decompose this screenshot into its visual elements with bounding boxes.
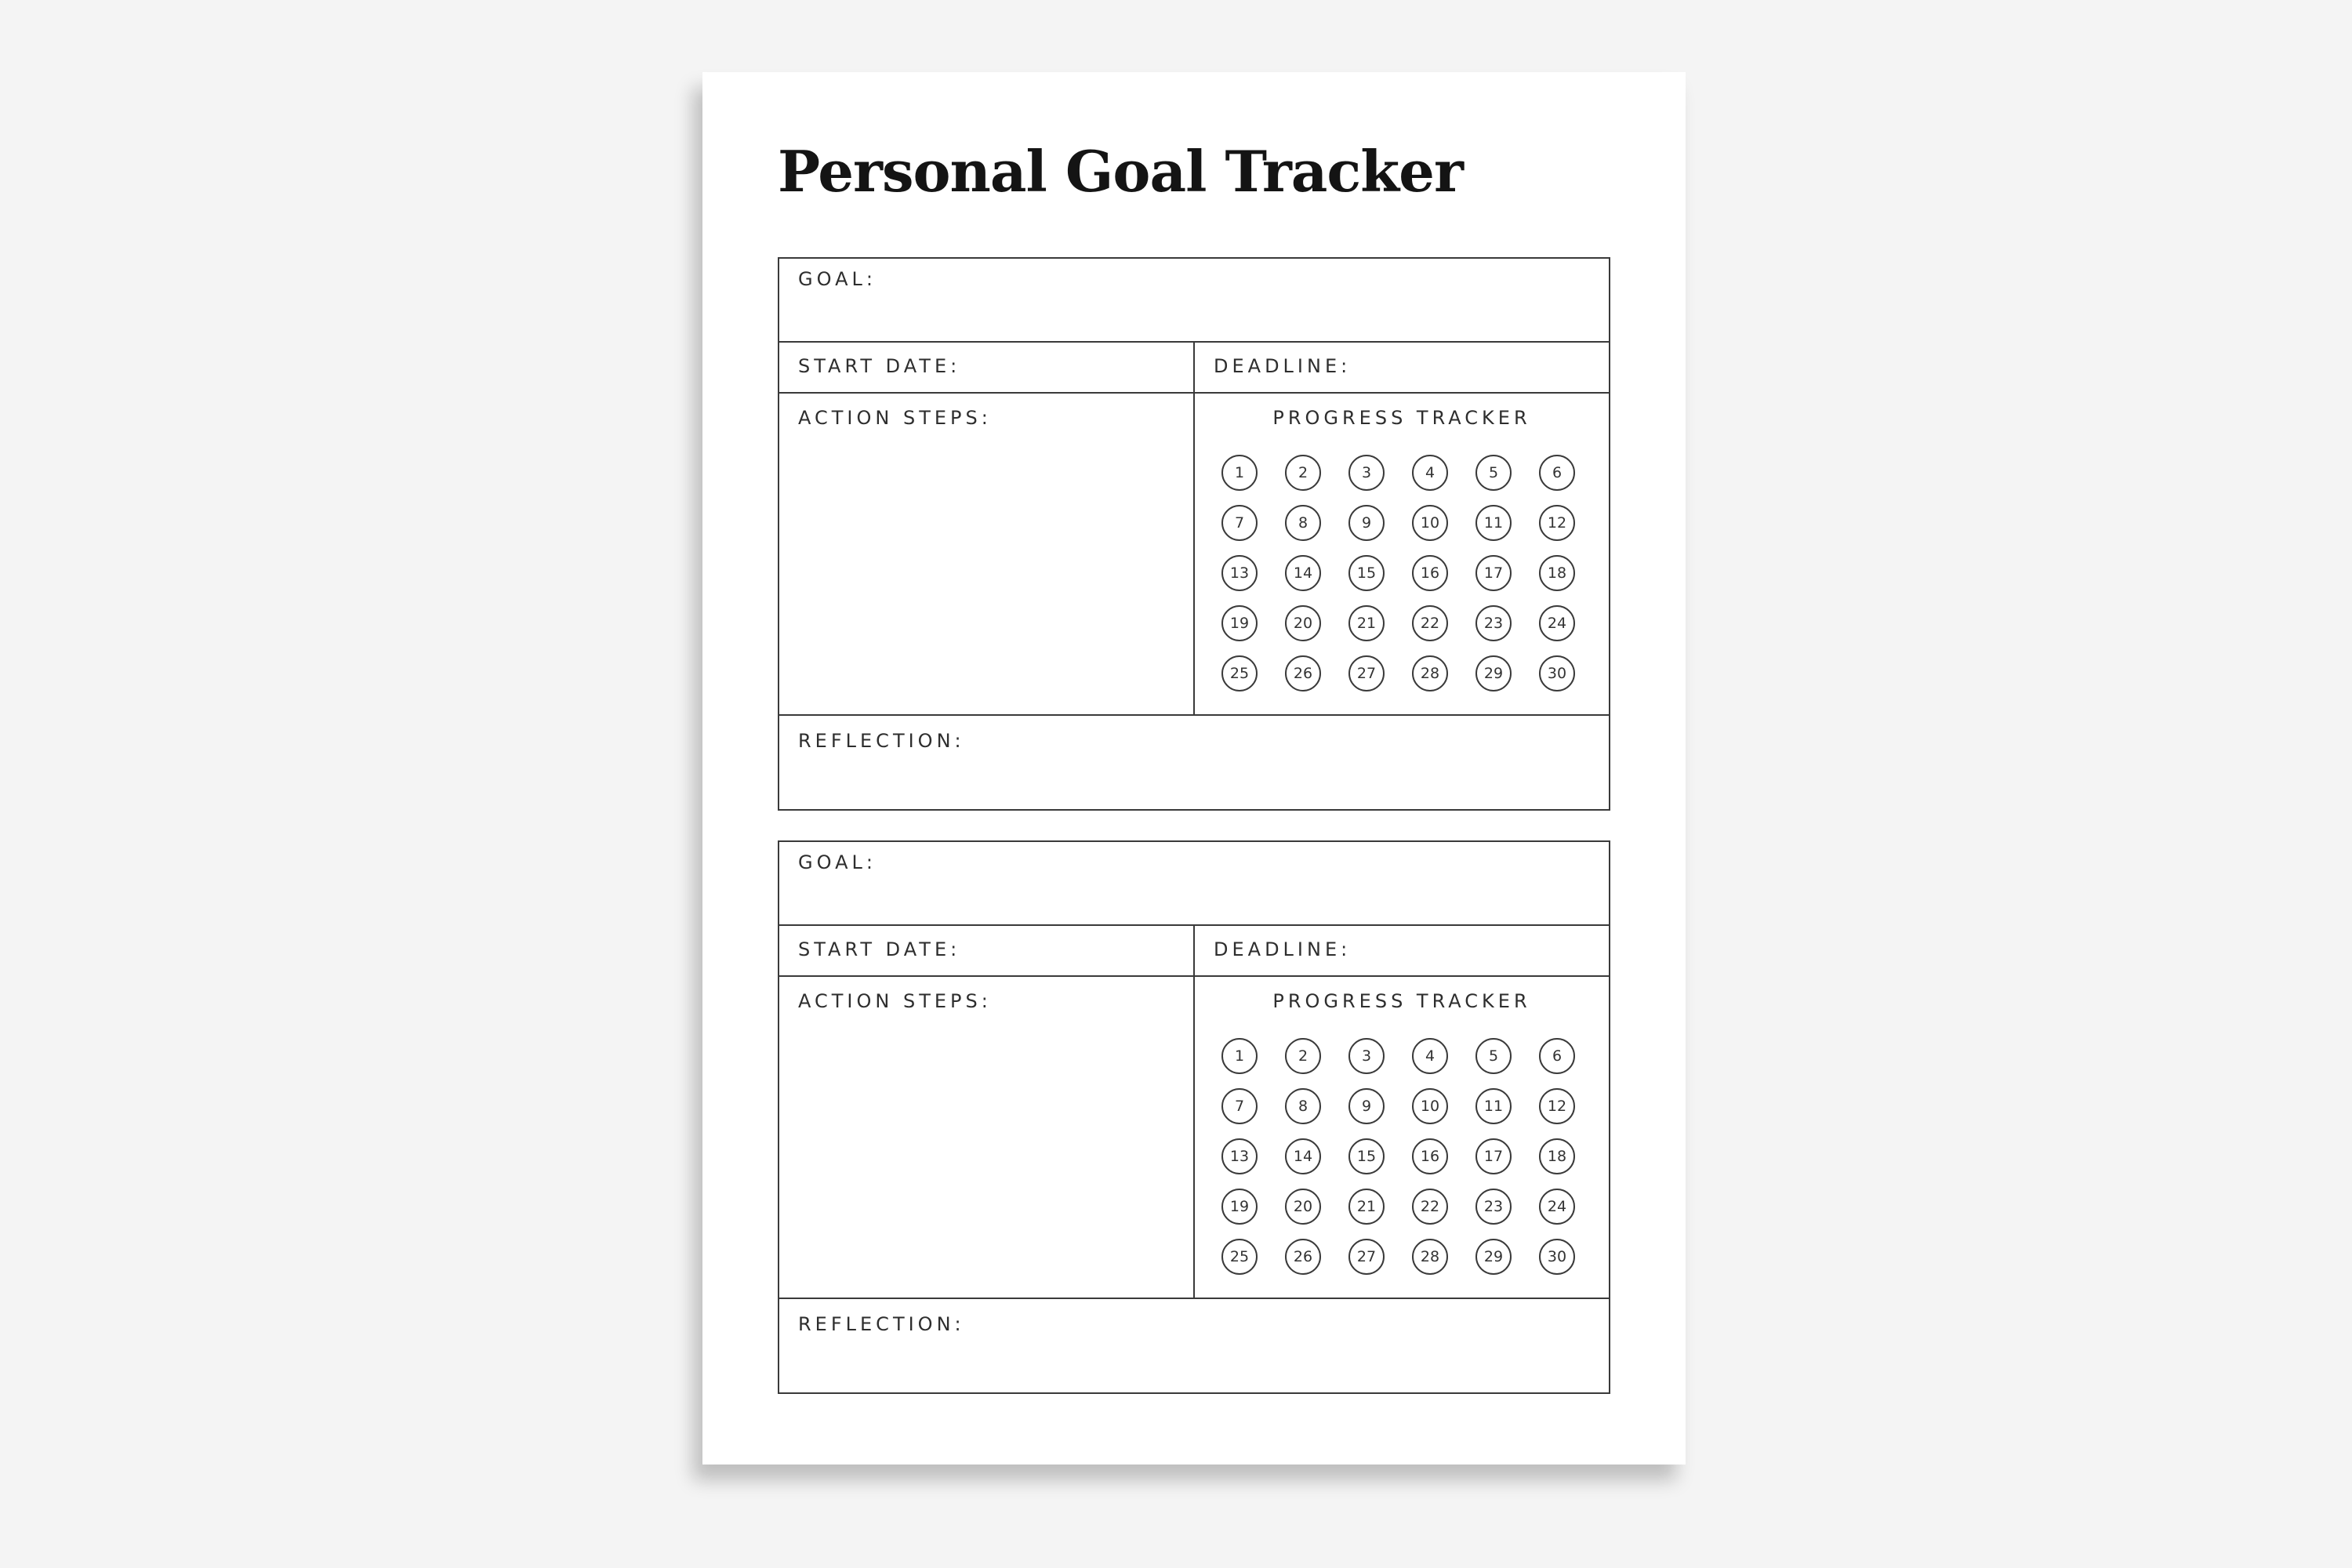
day-circle[interactable]: 7 (1221, 1088, 1258, 1124)
day-circle[interactable]: 30 (1539, 655, 1575, 691)
day-circle[interactable]: 21 (1348, 1189, 1385, 1225)
day-circle[interactable]: 26 (1285, 655, 1321, 691)
progress-tracker-title: PROGRESS TRACKER (1272, 990, 1531, 1012)
day-circle[interactable]: 12 (1539, 1088, 1575, 1124)
day-circle[interactable]: 23 (1475, 1189, 1512, 1225)
start-date-field[interactable] (779, 343, 1195, 392)
day-circle[interactable]: 29 (1475, 1239, 1512, 1275)
day-circle[interactable]: 3 (1348, 1038, 1385, 1074)
day-circle[interactable]: 1 (1221, 455, 1258, 491)
dates-row (779, 343, 1609, 394)
action-steps-field[interactable] (779, 977, 1195, 1298)
day-circle[interactable]: 8 (1285, 1088, 1321, 1124)
day-circle[interactable]: 8 (1285, 505, 1321, 541)
action-steps-label: ACTION STEPS: (798, 990, 992, 1012)
day-circle[interactable]: 13 (1221, 1138, 1258, 1174)
goal-label: GOAL: (798, 268, 877, 290)
deadline-label: DEADLINE: (1214, 355, 1352, 377)
day-circle[interactable]: 17 (1475, 555, 1512, 591)
day-circle[interactable]: 18 (1539, 1138, 1575, 1174)
day-circle[interactable]: 6 (1539, 455, 1575, 491)
day-circle[interactable]: 12 (1539, 505, 1575, 541)
reflection-field[interactable] (779, 716, 1609, 809)
day-circle[interactable]: 17 (1475, 1138, 1512, 1174)
planner-page (702, 72, 1686, 1465)
day-circle[interactable]: 19 (1221, 1189, 1258, 1225)
day-circle[interactable]: 15 (1348, 1138, 1385, 1174)
day-circle[interactable]: 18 (1539, 555, 1575, 591)
day-circle[interactable]: 14 (1285, 1138, 1321, 1174)
day-circle[interactable]: 11 (1475, 505, 1512, 541)
start-date-label: START DATE: (798, 355, 961, 377)
day-circle[interactable]: 16 (1412, 555, 1448, 591)
progress-tracker (1195, 394, 1609, 714)
day-circle[interactable]: 20 (1285, 605, 1321, 641)
day-circle[interactable]: 28 (1412, 655, 1448, 691)
day-circle[interactable]: 5 (1475, 455, 1512, 491)
day-circle[interactable]: 24 (1539, 1189, 1575, 1225)
goal-block-1 (778, 257, 1610, 811)
progress-tracker-title: PROGRESS TRACKER (1272, 407, 1531, 429)
dates-row (779, 926, 1609, 977)
day-circle[interactable]: 14 (1285, 555, 1321, 591)
deadline-field[interactable] (1195, 343, 1609, 392)
day-circle[interactable]: 27 (1348, 655, 1385, 691)
day-circle[interactable]: 13 (1221, 555, 1258, 591)
day-circle[interactable]: 29 (1475, 655, 1512, 691)
goal-field[interactable] (779, 842, 1609, 926)
day-circle[interactable]: 28 (1412, 1239, 1448, 1275)
main-row (779, 977, 1609, 1299)
day-circle[interactable]: 22 (1412, 1189, 1448, 1225)
day-circle[interactable]: 9 (1348, 1088, 1385, 1124)
day-circle[interactable]: 1 (1221, 1038, 1258, 1074)
day-circle[interactable]: 23 (1475, 605, 1512, 641)
day-circle-grid (1221, 1038, 1587, 1275)
page-title: Personal Goal Tracker (778, 138, 1463, 205)
day-circle[interactable]: 15 (1348, 555, 1385, 591)
day-circle[interactable]: 6 (1539, 1038, 1575, 1074)
start-date-field[interactable] (779, 926, 1195, 975)
day-circle[interactable]: 30 (1539, 1239, 1575, 1275)
day-circle-grid (1221, 455, 1587, 691)
day-circle[interactable]: 24 (1539, 605, 1575, 641)
day-circle[interactable]: 7 (1221, 505, 1258, 541)
deadline-label: DEADLINE: (1214, 938, 1352, 960)
day-circle[interactable]: 22 (1412, 605, 1448, 641)
day-circle[interactable]: 26 (1285, 1239, 1321, 1275)
reflection-field[interactable] (779, 1299, 1609, 1392)
day-circle[interactable]: 5 (1475, 1038, 1512, 1074)
day-circle[interactable]: 25 (1221, 1239, 1258, 1275)
day-circle[interactable]: 16 (1412, 1138, 1448, 1174)
main-row (779, 394, 1609, 716)
day-circle[interactable]: 4 (1412, 1038, 1448, 1074)
day-circle[interactable]: 9 (1348, 505, 1385, 541)
start-date-label: START DATE: (798, 938, 961, 960)
day-circle[interactable]: 19 (1221, 605, 1258, 641)
reflection-label: REFLECTION: (798, 730, 965, 752)
progress-tracker (1195, 977, 1609, 1298)
goal-block-2 (778, 840, 1610, 1394)
day-circle[interactable]: 20 (1285, 1189, 1321, 1225)
goal-field[interactable] (779, 259, 1609, 343)
day-circle[interactable]: 2 (1285, 455, 1321, 491)
day-circle[interactable]: 4 (1412, 455, 1448, 491)
action-steps-field[interactable] (779, 394, 1195, 714)
day-circle[interactable]: 2 (1285, 1038, 1321, 1074)
day-circle[interactable]: 11 (1475, 1088, 1512, 1124)
day-circle[interactable]: 10 (1412, 505, 1448, 541)
goal-label: GOAL: (798, 851, 877, 873)
reflection-label: REFLECTION: (798, 1313, 965, 1335)
action-steps-label: ACTION STEPS: (798, 407, 992, 429)
day-circle[interactable]: 21 (1348, 605, 1385, 641)
day-circle[interactable]: 27 (1348, 1239, 1385, 1275)
deadline-field[interactable] (1195, 926, 1609, 975)
day-circle[interactable]: 3 (1348, 455, 1385, 491)
day-circle[interactable]: 10 (1412, 1088, 1448, 1124)
day-circle[interactable]: 25 (1221, 655, 1258, 691)
